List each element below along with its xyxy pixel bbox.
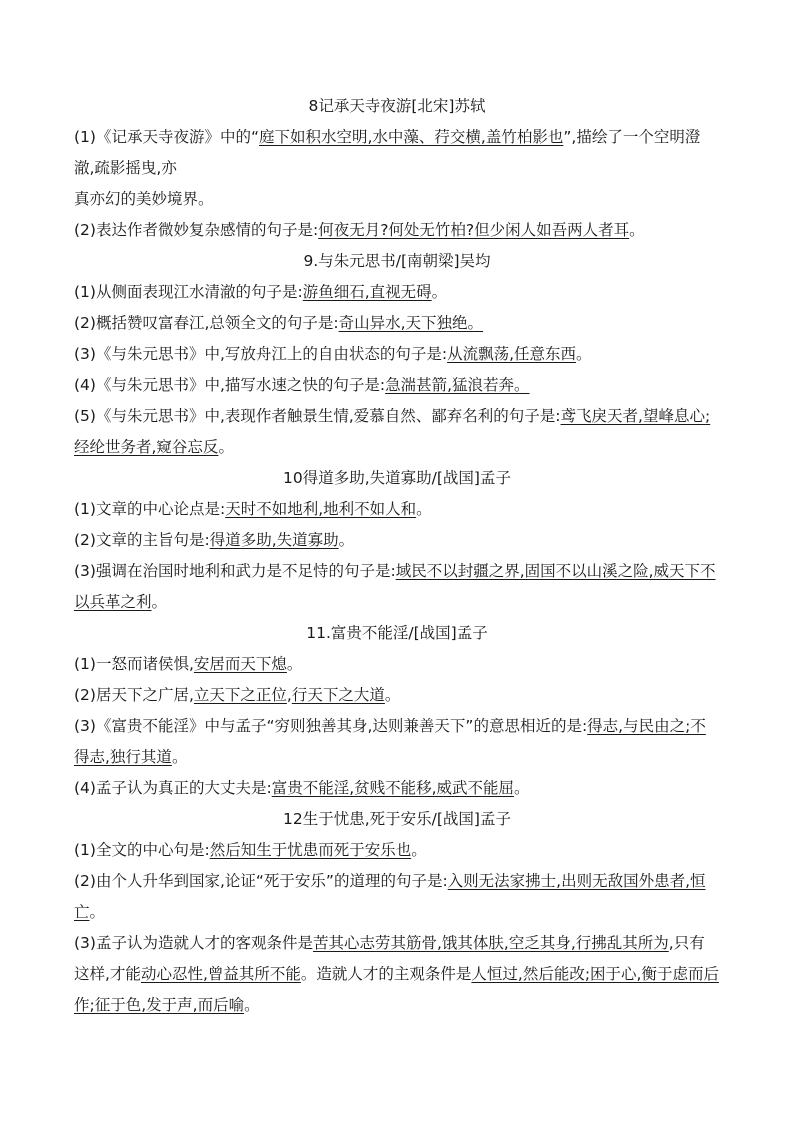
answer-underlined: 域民不以封疆之界,固国不以山溪之险,威天下不以兵革之利 <box>74 562 716 611</box>
question-text: (1)《记承天寺夜游》中的“ <box>74 128 259 146</box>
answer-underlined: 入则无法家拂士,出则无敌国外患者,恒亡 <box>74 872 706 921</box>
question-item <box>74 773 720 804</box>
question-item <box>74 184 720 215</box>
answer-underlined: 安居而天下熄 <box>193 655 287 673</box>
question-text: 。 <box>286 655 303 673</box>
section-title: 8记承天寺夜游[北宋]苏轼 <box>308 97 486 115</box>
answer-underlined: 从流飘荡,任意东西 <box>447 345 577 363</box>
question-text: (1)一怒而诸侯惧, <box>74 655 194 673</box>
answer-underlined: 苦其心志劳其筋骨,饿其体肤,空乏其身,行拂乱其所为 <box>312 934 669 952</box>
question-text: 。 <box>411 841 427 859</box>
answer-underlined: 得道多助,失道寡助 <box>209 531 339 549</box>
question-text: (2)文章的主旨句是: <box>74 531 210 549</box>
question-item <box>74 680 720 711</box>
question-item <box>74 525 720 556</box>
answer-underlined: 天时不如地利,地利不如人和 <box>225 500 417 518</box>
question-text: 。 <box>431 283 448 301</box>
question-text: (2)由个人升华到国家,论证“死于安乐”的道理的句子是: <box>74 872 448 890</box>
question-item <box>74 928 720 1021</box>
answer-underlined: 动心忍性,曾益其所不能 <box>140 965 301 983</box>
question-text: 。 <box>151 593 168 611</box>
question-text: 。 <box>514 779 530 797</box>
answer-underlined: 游鱼细石,直视无碍 <box>302 283 432 301</box>
question-text: 。 <box>89 903 106 921</box>
question-text: 。 <box>244 996 260 1014</box>
answer-underlined: 立天下之正位 <box>193 686 287 704</box>
question-text: (5)《与朱元思书》中,表现作者触景生情,爱慕自然、鄙弃名利的句子是: <box>74 407 561 425</box>
question-item <box>74 711 720 773</box>
answer-underlined: 鸢飞戾天者,望峰息心;经纶世务者,窥谷忘反 <box>74 407 711 456</box>
question-item <box>74 866 720 928</box>
question-text: (3)孟子认为造就人才的客观条件是 <box>74 934 313 952</box>
question-text: 真亦幻的美妙境界。 <box>74 190 214 208</box>
question-text: (2)表达作者微妙复杂感情的句子是: <box>74 221 319 239</box>
answer-underlined: 庭下如积水空明,水中藻、荇交横,盖竹柏影也 <box>259 128 564 146</box>
section-title: 12生于忧患,死于安乐/[战国]孟子 <box>283 810 511 828</box>
answer-underlined: 行天下之大道 <box>291 686 385 704</box>
question-item <box>74 835 720 866</box>
question-text: (3)《富贵不能淫》中与孟子“穷则独善其身,达则兼善天下”的意思相近的是: <box>74 717 588 735</box>
question-item <box>74 277 720 308</box>
question-item <box>74 494 720 525</box>
question-text: (3)《与朱元思书》中,写放舟江上的自由状态的句子是: <box>74 345 448 363</box>
answer-underlined: 然后知生于忧患而死于安乐也 <box>209 841 412 859</box>
question-item <box>74 122 720 184</box>
answer-underlined: 富贵不能淫,贫贱不能移,威武不能屈 <box>271 779 515 797</box>
question-text: (4)孟子认为真正的大丈夫是: <box>74 779 272 797</box>
question-item <box>74 649 720 680</box>
question-item <box>74 215 720 246</box>
question-item <box>74 556 720 618</box>
question-item <box>74 339 720 370</box>
question-text: 。造就人才的主观条件是 <box>300 965 472 983</box>
question-text: (1)从侧面表现江水清澈的句子是: <box>74 283 303 301</box>
question-item <box>74 370 720 401</box>
question-item <box>74 401 720 463</box>
question-text: 。 <box>218 438 234 456</box>
question-text: (2)居天下之广居, <box>74 686 194 704</box>
question-text: (1)全文的中心句是: <box>74 841 210 859</box>
question-text: (1)文章的中心论点是: <box>74 500 226 518</box>
question-text: 。 <box>576 345 592 363</box>
section-title: 10得道多助,失道寡助/[战国]孟子 <box>283 469 511 487</box>
question-text: 。 <box>171 748 188 766</box>
question-text: 。 <box>338 531 355 549</box>
answer-underlined: 何夜无月?何处无竹柏?但少闲人如吾两人者耳 <box>318 221 630 239</box>
question-text: 。 <box>384 686 401 704</box>
question-text: ”,描绘了一个空明澄澈,疏影摇曳,亦 <box>74 128 701 177</box>
question-text: (3)强调在治国时地利和武力是不足恃的句子是: <box>74 562 396 580</box>
question-text: 。 <box>629 221 645 239</box>
section-title: 9.与朱元思书/[南朝梁]吴均 <box>303 252 491 270</box>
question-text: , <box>286 686 292 704</box>
answer-underlined: 得志,与民由之;不得志,独行其道 <box>74 717 706 766</box>
question-text: ,只有这样,才能 <box>74 934 705 983</box>
answer-underlined: 急湍甚箭,猛浪若奔。 <box>385 376 530 394</box>
question-text: 。 <box>416 500 432 518</box>
question-text: (4)《与朱元思书》中,描写水速之快的句子是: <box>74 376 386 394</box>
question-item <box>74 308 720 339</box>
answer-underlined: 奇山异水,天下独绝。 <box>338 314 484 332</box>
answer-underlined: 人恒过,然后能改;困于心,衡于虑而后作;征于色,发于声,而后喻 <box>74 965 719 1014</box>
section-title: 11.富贵不能淫/[战国]孟子 <box>306 624 488 642</box>
question-text: (2)概括赞叹富春江,总领全文的句子是: <box>74 314 339 332</box>
